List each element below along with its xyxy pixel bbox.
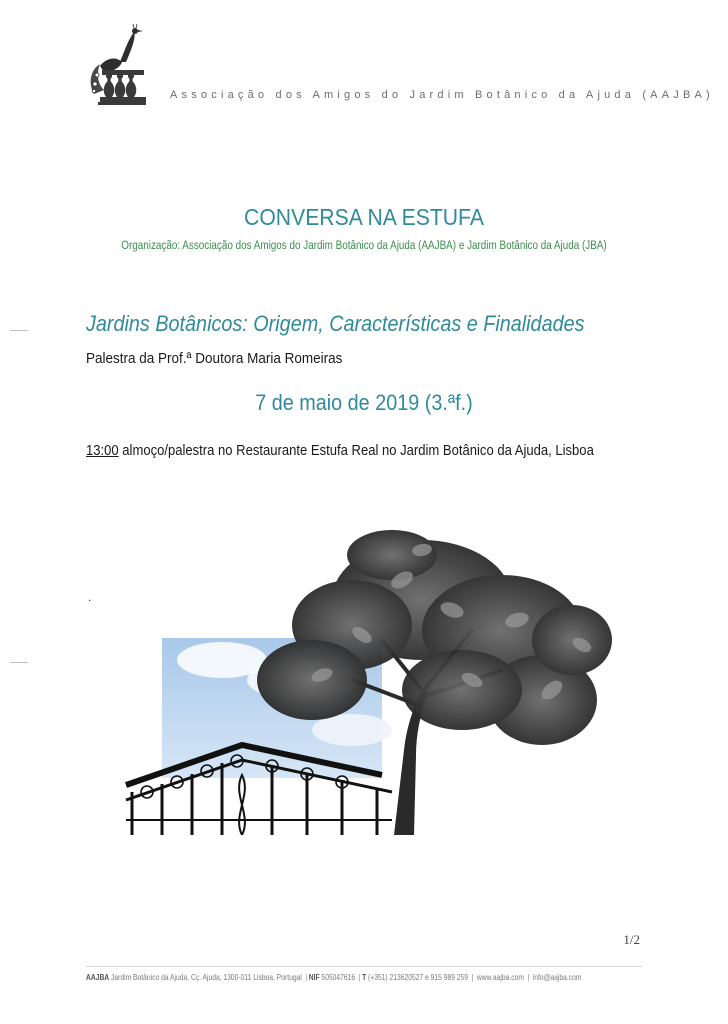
page-number: 1/2 <box>623 932 640 947</box>
event-date: 7 de maio de 2019 (3.ªf.) <box>255 390 473 415</box>
talk-title: Jardins Botânicos: Origem, Características e Finalidades <box>86 311 585 336</box>
footer-nif-label: NIF <box>308 973 320 982</box>
footer-nif: 505047616 <box>319 973 357 982</box>
footer-separator: | <box>527 973 530 982</box>
footer-phone: (+351) 213620527 e 915 989 259 <box>366 973 470 982</box>
schedule-line <box>86 443 594 459</box>
footer-separator: | <box>471 973 474 982</box>
footer-website-link[interactable]: www.aajba.com <box>474 973 526 982</box>
event-time: 13:00 <box>86 443 119 459</box>
organizers-line: Organização: Associação dos Amigos do Jardim Botânico da Ajuda (AAJBA) e Jardim Botânico da Ajuda (JBA) <box>121 240 607 252</box>
footer-phone-label: T <box>362 973 367 982</box>
speaker-line: Palestra da Prof.ª Doutora Maria Romeiras <box>86 350 343 367</box>
stray-mark: . <box>88 590 92 604</box>
margin-mark <box>10 662 28 663</box>
association-name: Associação dos Amigos do Jardim Botânico da Ajuda (AAJBA) <box>170 89 714 101</box>
tree-greenhouse-photo <box>122 530 622 835</box>
footer-org: AAJBA <box>86 973 110 982</box>
event-title: CONVERSA NA ESTUFA <box>244 204 484 230</box>
footer-contact <box>86 973 581 982</box>
footer-divider <box>86 966 642 967</box>
footer-separator: | <box>358 973 361 982</box>
schedule-detail: almoço/palestra no Restaurante Estufa Real no Jardim Botânico da Ajuda, Lisboa <box>118 443 594 459</box>
footer-separator: | <box>305 973 308 982</box>
footer-address: Jardim Botânico da Ajuda, Cç. Ajuda, 1300-011 Lisboa, Portugal <box>109 973 304 982</box>
peacock-on-balustrade-icon <box>86 24 146 106</box>
footer-email-link[interactable]: info@aajba.com <box>530 973 582 982</box>
margin-mark <box>10 330 28 331</box>
